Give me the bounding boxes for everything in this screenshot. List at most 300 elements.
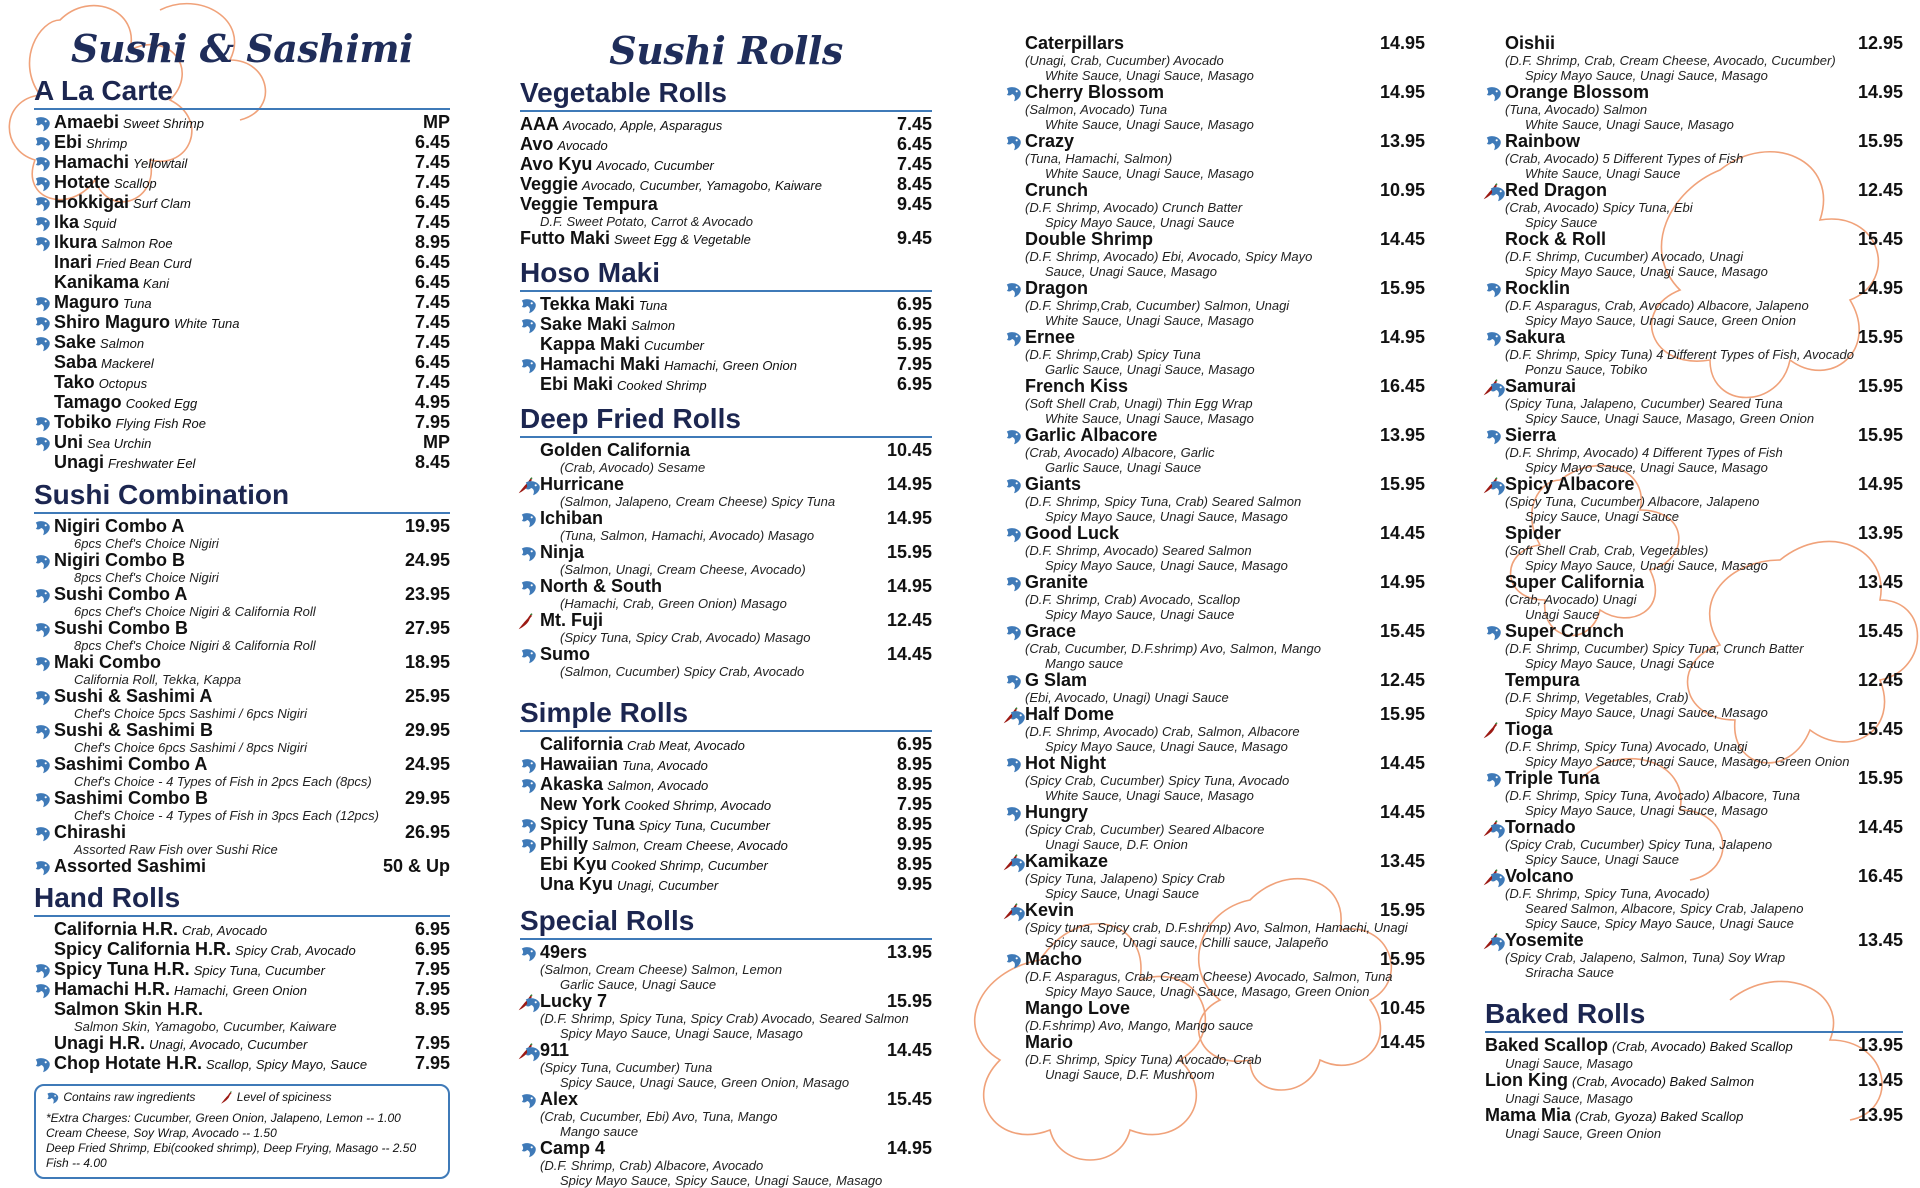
item-detail-line: Spicy Mayo Sauce, Unagi Sauce, Masago [1525,803,1768,818]
item-description: Salmon Roe [101,236,173,251]
menu-item-macho [1005,950,1425,999]
heading-hand-rolls: Hand Rolls [34,882,450,917]
menu-item-philly [520,835,932,855]
item-price: 8.95 [896,814,932,834]
item-price: 8.95 [414,232,450,252]
item-detail-line: (Salmon, Avocado) Tuna [1025,102,1168,117]
item-name: Tempura [1505,670,1580,690]
column-sushi-rolls [520,0,932,1188]
heading-hoso-maki: Hoso Maki [520,257,932,292]
item-detail-line: Unagi Sauce [1525,607,1600,622]
item-name: 911 [540,1040,570,1060]
item-name: Sashimi Combo A [54,754,208,774]
item-price: 12.45 [1857,670,1903,690]
fish-icon [520,647,538,665]
item-price: 14.95 [886,508,932,528]
item-name: Spicy Albacore [1505,474,1635,494]
item-name: Kamikaze [1025,851,1109,871]
item-detail-line: (D.F. Shrimp, Crab) Avocado, Scallop [1025,592,1241,607]
item-detail-line: (D.F. Shrimp, Spicy Tuna) Avocado, Crab [1025,1052,1262,1067]
item-name: Super Crunch [1505,621,1625,641]
fish-icon [520,579,538,597]
menu-item-tempura [1485,671,1903,720]
legend-raw [46,1090,195,1105]
section-title-sushi-sashimi: Sushi & Sashimi [71,26,413,71]
item-detail-line: (D.F. Shrimp, Spicy Tuna) Avocado, Unagi [1505,739,1748,754]
item-name: Sumo [540,644,591,664]
menu-item-hungry [1005,803,1425,852]
menu-item-crazy [1005,132,1425,181]
item-description: Spicy Crab, Avocado [235,943,356,958]
item-price: 14.95 [1857,474,1903,494]
item-detail-line: White Sauce, Unagi Sauce, Masago [1045,166,1254,181]
item-price: 24.95 [404,754,450,774]
item-name: Sake Maki [540,314,628,334]
item-detail-line: 6pcs Chef's Choice Nigiri & California Roll [74,604,316,619]
extra-charge-line: *Extra Charges: Cucumber, Green Onion, Jalapeno, Lemon -- 1.00 [46,1110,401,1125]
item-name: Hamachi [54,152,130,172]
item-name: Ebi Kyu [540,854,608,874]
menu-item-unagi [34,453,450,473]
fish-icon [1489,935,1507,953]
legend-raw-label: Contains raw ingredients [63,1090,196,1104]
item-detail-line: (D.F. Shrimp, Spicy Tuna, Avocado) Albacore, Tuna [1505,788,1801,803]
item-name: Crunch [1025,180,1088,200]
menu-item-kamikaze [1005,852,1425,901]
item-price: 4.95 [414,392,450,412]
item-detail-line: (Salmon, Unagi, Cream Cheese, Avocado) [560,562,806,577]
menu-item-hokkigai [34,193,450,213]
item-name: Sakura [1505,327,1566,347]
item-price: 15.95 [1857,425,1903,445]
item-detail-line: (Soft Shell Crab, Unagi) Thin Egg Wrap [1025,396,1253,411]
fish-icon [1005,624,1023,642]
menu-item-camp-4 [520,1139,932,1188]
item-price: 6.95 [896,294,932,314]
fish-icon [1485,428,1503,446]
menu-item-akaska [520,775,932,795]
menu-item-sushi-combo-a [34,585,450,619]
item-detail-line: Spicy Mayo Sauce, Unagi Sauce, Green Onion [1525,313,1796,328]
item-price: MP [423,432,450,452]
item-price: 13.95 [1857,1035,1903,1055]
menu-item-garlic-albacore [1005,426,1425,475]
item-price: 7.45 [414,312,450,332]
menu-item-mt-fuji [520,611,932,645]
item-detail-line: White Sauce, Unagi Sauce, Masago [1045,313,1254,328]
item-detail-line: (D.F. Shrimp, Spicy Tuna, Avocado) [1505,886,1710,901]
menu-item-911 [520,1041,932,1090]
menu-item-alex [520,1090,932,1139]
item-name: Rock & Roll [1505,229,1607,249]
fish-icon [520,757,538,775]
item-detail-line: (Spicy Tuna, Jalapeno, Cucumber) Seared Tuna [1505,396,1783,411]
menu-item-49ers [520,943,932,992]
item-name: Rainbow [1505,131,1580,151]
item-name: Sierra [1505,425,1557,445]
item-detail-line: Spicy Mayo Sauce, Unagi Sauce, Masago, Green Onion [1525,754,1850,769]
fish-icon [34,825,52,843]
menu-item-lion-king [1485,1071,1903,1106]
menu-item-amaebi [34,113,450,133]
menu-item-inari [34,253,450,273]
item-detail-line: White Sauce, Unagi Sauce, Masago [1045,117,1254,132]
list-simple-rolls [520,735,932,895]
section-title-sushi-rolls: Sushi Rolls [609,28,843,73]
item-detail-line: (Spicy Tuna, Cucumber) Tuna [540,1060,713,1075]
fish-icon [1489,185,1507,203]
item-detail-line: (Salmon, Jalapeno, Cream Cheese) Spicy Tuna [560,494,836,509]
menu-item-tekka-maki [520,295,932,315]
item-description: Avocado [557,138,608,153]
fish-icon [1485,624,1503,642]
menu-item-tamago [34,393,450,413]
menu-item-ebi-kyu [520,855,932,875]
item-name: Orange Blossom [1505,82,1650,102]
list-rolls-c-to-m [1005,34,1425,1082]
item-description: Cooked Shrimp [617,378,707,393]
item-price: 15.95 [1857,376,1903,396]
fish-icon [34,315,52,333]
item-detail-line: (Spicy Crab, Cucumber) Spicy Tuna, Jalapeno [1505,837,1773,852]
item-price: 15.95 [1857,768,1903,788]
fish-icon [1489,479,1507,497]
extra-charge-line: Cream Cheese, Soy Wrap, Avocado -- 1.50 [46,1125,277,1140]
fish-icon [1005,952,1023,970]
item-detail-line: Spicy Mayo Sauce, Unagi Sauce [1525,656,1715,671]
item-detail-line: (D.F. Shrimp, Crab, Cream Cheese, Avocado, Cucumber) [1505,53,1836,68]
menu-item-cherry-blossom [1005,83,1425,132]
item-description: Squid [83,216,117,231]
item-price: 6.95 [414,939,450,959]
item-price: 12.95 [1857,33,1903,53]
item-price: 15.95 [1379,474,1425,494]
item-price: 7.45 [896,114,932,134]
item-price: 6.45 [414,352,450,372]
fish-icon [520,945,538,963]
chili-pepper-icon [1481,722,1499,740]
menu-item-rainbow [1485,132,1903,181]
item-price: 8.95 [896,774,932,794]
item-detail-line: (Crab, Cucumber, Ebi) Avo, Tuna, Mango [540,1109,778,1124]
item-name: Assorted Sashimi [54,856,207,876]
menu-item-ebi [34,133,450,153]
fish-icon [34,791,52,809]
item-description: Avocado, Apple, Asparagus [563,118,723,133]
item-detail-line: 6pcs Chef's Choice Nigiri [74,536,219,551]
fish-icon [34,335,52,353]
item-detail-line: Mango sauce [1045,656,1124,671]
item-name: Akaska [540,774,604,794]
item-description: Spicy Tuna, Cucumber [638,818,770,833]
menu-item-sushi-sashimi-a [34,687,450,721]
item-description: Shrimp [86,136,128,151]
heading-baked-rolls: Baked Rolls [1485,998,1903,1033]
item-price: 19.95 [404,516,450,536]
menu-item-super-california [1485,573,1903,622]
item-price: 8.95 [896,854,932,874]
item-description: Yellowtail [133,156,188,171]
menu-item-volcano [1485,867,1903,931]
menu-item-nigiri-combo-b [34,551,450,585]
item-detail-line: Spicy Mayo Sauce, Unagi Sauce, Masago [1045,509,1288,524]
item-detail-line: (Soft Shell Crab, Crab, Vegetables) [1505,543,1709,558]
item-name: Mt. Fuji [540,610,603,630]
fish-icon [34,415,52,433]
menu-item-double-shrimp [1005,230,1425,279]
item-name: Garlic Albacore [1025,425,1158,445]
item-description: Scallop, Spicy Mayo, Sauce [206,1057,368,1072]
item-detail-line: (D.F. Shrimp,Crab) Spicy Tuna [1025,347,1201,362]
fish-icon [34,435,52,453]
menu-item-tornado [1485,818,1903,867]
fish-icon [524,1045,542,1063]
item-price: 15.45 [1857,229,1903,249]
fish-icon [34,155,52,173]
menu-item-hotate [34,173,450,193]
item-price: 14.95 [1379,82,1425,102]
menu-item-triple-tuna [1485,769,1903,818]
item-description: Sea Urchin [87,436,152,451]
fish-icon [34,982,52,1000]
menu-item-kappa-maki [520,335,932,355]
item-description: Avocado, Cucumber [596,158,714,173]
list-hoso-maki [520,295,932,395]
item-detail-line: (Unagi, Crab, Cucumber) Avocado [1025,53,1224,68]
item-price: 14.45 [1379,753,1425,773]
fish-icon [524,996,542,1014]
menu-item-uni [34,433,450,453]
item-price: 26.95 [404,822,450,842]
item-name: Avo Kyu [520,154,593,174]
menu-item-tako [34,373,450,393]
heading-special-rolls: Special Rolls [520,905,932,940]
item-name: Caterpillars [1025,33,1125,53]
item-name: Samurai [1505,376,1577,396]
item-description: Fried Bean Curd [96,256,192,271]
fish-icon [34,553,52,571]
item-name: Kappa Maki [540,334,641,354]
item-detail-line: Salmon Skin, Yamagobo, Cucumber, Kaiware [74,1019,337,1034]
item-detail-line: Chef's Choice 6pcs Sashimi / 8pcs Nigiri [74,740,307,755]
list-hand-rolls [34,920,450,1074]
item-name: New York [540,794,621,814]
legend-spicy [219,1090,331,1105]
item-price: 25.95 [404,686,450,706]
item-price: 7.95 [414,412,450,432]
item-detail-line: (D.F. Shrimp,Crab, Cucumber) Salmon, Unagi [1025,298,1290,313]
menu-item-futto-maki [520,229,932,249]
item-detail-line: Spicy Sauce, Unagi Sauce [1525,509,1679,524]
fish-icon [1485,330,1503,348]
fish-icon [1485,771,1503,789]
item-detail-line: (Salmon, Cucumber) Spicy Crab, Avocado [560,664,805,679]
item-name: Tobiko [54,412,112,432]
item-detail-line: Chef's Choice - 4 Types of Fish in 3pcs Each (12pcs) [74,808,379,823]
item-name: Mario [1025,1032,1074,1052]
item-price: 8.45 [414,452,450,472]
fish-icon [520,545,538,563]
item-price: 16.45 [1379,376,1425,396]
list-vegetable-rolls [520,115,932,249]
fish-icon [46,1091,60,1105]
item-detail-line: Spicy Mayo Sauce, Unagi Sauce, Masago [560,1026,803,1041]
item-name: Avo [520,134,554,154]
fish-icon [520,317,538,335]
item-price: 9.45 [896,194,932,214]
item-detail-line: (Spicy Tuna, Jalapeno) Spicy Crab [1025,871,1225,886]
item-detail-line: Spicy Sauce, Unagi Sauce, Masago, Green Onion [1525,411,1815,426]
fish-icon [1485,281,1503,299]
item-price: 7.95 [896,354,932,374]
item-price: 9.95 [896,834,932,854]
item-price: MP [423,112,450,132]
menu-item-ninja [520,543,932,577]
extra-charges [46,1111,438,1171]
item-name: Camp 4 [540,1138,606,1158]
menu-item-avo-kyu [520,155,932,175]
fish-icon [1009,856,1027,874]
item-detail-line: Unagi Sauce, D.F. Mushroom [1045,1067,1215,1082]
menu-item-unagi-h-r [34,1034,450,1054]
item-name: Grace [1025,621,1077,641]
fish-icon [1009,905,1027,923]
fish-icon [34,215,52,233]
item-name: Salmon Skin H.R. [54,999,204,1019]
item-name: Unagi [54,452,105,472]
item-description: Scallop [114,176,157,191]
item-price: 6.45 [414,192,450,212]
item-price: 6.45 [896,134,932,154]
item-detail-line: (D.F. Shrimp, Spicy Tuna, Spicy Crab) Avocado, Seared Salmon [540,1011,909,1026]
item-name: Mango Love [1025,998,1131,1018]
item-description: Hamachi, Green Onion [174,983,307,998]
item-price: 14.95 [1379,33,1425,53]
item-detail-line: Unagi Sauce, Masago [1505,1091,1633,1106]
item-price: 7.45 [414,172,450,192]
item-detail-line: Spicy Sauce [1525,215,1598,230]
item-description: Avocado, Cucumber, Yamagobo, Kaiware [582,178,822,193]
item-name: Oishii [1505,33,1556,53]
item-detail-line: White Sauce, Unagi Sauce, Masago [1045,788,1254,803]
menu-item-una-kyu [520,875,932,895]
item-detail-line: Spicy Sauce, Unagi Sauce [1045,886,1199,901]
menu-item-california [520,735,932,755]
item-price: 50 & Up [382,856,450,876]
item-name: Volcano [1505,866,1574,886]
fish-icon [34,962,52,980]
item-detail-line: (D.F. Shrimp, Avocado) 4 Different Types of Fish [1505,445,1783,460]
item-price: 14.95 [1857,278,1903,298]
item-name: Maguro [54,292,119,312]
item-description: Unagi, Cucumber [617,878,719,893]
item-price: 14.45 [1379,1032,1425,1052]
legend-box [34,1084,450,1179]
item-detail-line: (D.F. Shrimp, Spicy Tuna, Crab) Seared Salmon [1025,494,1302,509]
item-name: Rocklin [1505,278,1571,298]
chili-pepper-icon [219,1091,233,1105]
item-name: Tioga [1505,719,1553,739]
item-detail-line: Spicy Mayo Sauce, Spicy Sauce, Unagi Sauce, Masago [560,1173,883,1188]
item-description: Mackerel [101,356,154,371]
item-name: Triple Tuna [1505,768,1600,788]
item-detail-line: (Tuna, Hamachi, Salmon) [1025,151,1173,166]
item-name: Hungry [1025,802,1088,822]
menu-item-sierra [1485,426,1903,475]
menu-item-granite [1005,573,1425,622]
item-detail-line: White Sauce, Unagi Sauce, Masago [1045,411,1254,426]
item-name: Hurricane [540,474,625,494]
item-detail-line: (Ebi, Avocado, Unagi) Unagi Sauce [1025,690,1229,705]
item-name: Saba [54,352,98,372]
heading-sushi-combination: Sushi Combination [34,479,450,514]
menu-item-ika [34,213,450,233]
item-name: Hokkigai [54,192,130,212]
item-price: 9.45 [896,228,932,248]
column-rolls-o-y [1485,34,1903,1141]
item-description: Cooked Egg [125,396,198,411]
list-baked-rolls [1485,1036,1903,1141]
item-name: Spicy California H.R. [54,939,232,959]
item-name: Macho [1025,949,1083,969]
item-detail-line: (Spicy Crab, Cucumber) Spicy Tuna, Avocado [1025,773,1290,788]
fish-icon [1005,575,1023,593]
item-name: Nigiri Combo B [54,550,185,570]
menu-item-new-york [520,795,932,815]
item-description: Tuna, Avocado [622,758,708,773]
item-price: 7.45 [414,372,450,392]
item-name: Inari [54,252,93,272]
menu-item-rock-roll [1485,230,1903,279]
item-price: 6.95 [896,374,932,394]
item-price: 10.45 [1379,998,1425,1018]
menu-item-sashimi-combo-b [34,789,450,823]
item-price: 15.95 [886,991,932,1011]
item-name: North & South [540,576,662,596]
item-detail-line: Spicy Mayo Sauce, Unagi Sauce, Masago [1525,68,1768,83]
fish-icon [520,1141,538,1159]
item-detail-line: (Tuna, Avocado) Salmon [1505,102,1648,117]
item-description: Kani [143,276,170,291]
item-detail-line: Unagi Sauce, Green Onion [1505,1126,1662,1141]
item-name: Dragon [1025,278,1088,298]
menu-item-nigiri-combo-a [34,517,450,551]
menu-item-mango-love [1005,999,1425,1033]
fish-icon [1489,822,1507,840]
menu-item-oishii [1485,34,1903,83]
item-name: Hotate [54,172,111,192]
item-name: Good Luck [1025,523,1119,543]
fish-icon [34,859,52,877]
item-price: 14.95 [1857,82,1903,102]
item-detail-line: Garlic Sauce, Unagi Sauce [560,977,717,992]
item-detail-line: Unagi Sauce, D.F. Onion [1045,837,1188,852]
item-price: 13.95 [1857,1105,1903,1125]
item-price: 10.95 [1379,180,1425,200]
item-name: Ebi Maki [540,374,614,394]
item-name: Spicy Tuna H.R. [54,959,190,979]
fish-icon [1005,673,1023,691]
item-detail-line: (Crab, Avocado) Spicy Tuna, Ebi [1505,200,1693,215]
fish-icon [34,723,52,741]
item-price: 6.45 [414,252,450,272]
item-price: 14.45 [886,644,932,664]
menu-item-half-dome [1005,705,1425,754]
item-description: Freshwater Eel [108,456,196,471]
item-detail-line: (Spicy Crab, Cucumber) Seared Albacore [1025,822,1265,837]
item-description: Crab, Avocado [182,923,268,938]
item-name: Double Shrimp [1025,229,1154,249]
